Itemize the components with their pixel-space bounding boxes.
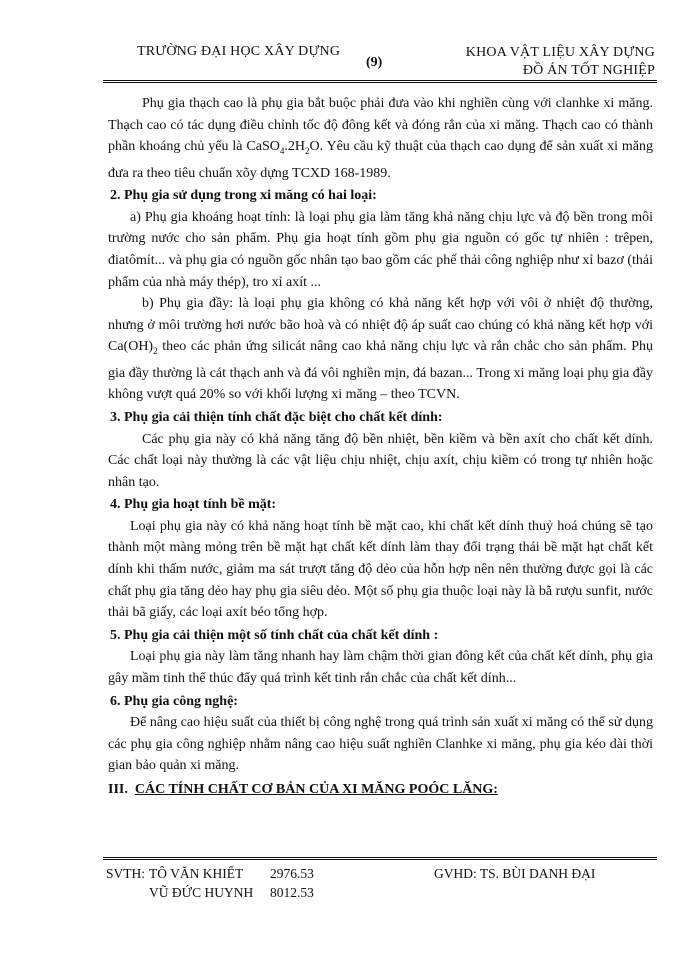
faculty-name: KHOA VẬT LIỆU XÂY DỰNG: [465, 45, 655, 60]
part3-title: CÁC TÍNH CHẤT CƠ BẢN CỦA XI MĂNG POÓC LĂNG:: [134, 782, 498, 797]
section2-heading: 2. Phụ gia sử dụng trong xi măng có hai loại:: [110, 188, 377, 204]
section5-paragraph: Loại phụ gia này làm tăng nhanh hay làm chậm thời gian đông kết của chất kết dính, phụ gia gây mầm tinh thể thúc đẩy quá trình kết tinh rắn chắc của chất kết dính...: [108, 649, 653, 687]
part3-heading: [108, 779, 653, 801]
page-number: (9): [366, 55, 383, 70]
intro-text-b: . Yêu cầu kỹ thuật của thạch cao dụng để sản xuất xi măng đưa ra theo tiêu chuẩn xõy dựng TCXD 168-1989.: [108, 139, 653, 181]
intro-paragraph: [108, 93, 653, 184]
section2-b-text-2: theo các phản ứng silicát nâng cao khả năng chịu lực và rắn chắc cho sản phẩm. Phụ gia đầy thường là cát thạch anh và đá vôi nghiền mịn, đá bazan... Trong xi măng loại phụ gia đầy không vượt quá 20% so với khối lượng xi măng – theo TCVN.: [108, 339, 653, 403]
section5-heading: 5. Phụ gia cải thiện một số tính chất của chất kết dính :: [110, 627, 439, 643]
student2-name: VŨ ĐỨC HUYNH: [149, 885, 254, 900]
formula-part: CaSO: [246, 139, 280, 155]
section2-b-text-1: b) Phụ gia đầy: là loại phụ gia không có khả năng kết hợp với vôi ở nhiệt độ thường, nhưng ở môi trường hơi nước bão hoà và có nhiệt độ áp suất cao chúng có khả năng kết hợp với Ca(OH): [108, 296, 653, 355]
gypsum-formula: [246, 139, 319, 154]
section3-heading: 3. Phụ gia cải thiện tính chất đặc biệt cho chất kết dính:: [110, 409, 443, 425]
student1-id: 2976.53: [270, 866, 314, 881]
part3-numeral: III.: [108, 782, 128, 797]
student1-name: TÔ VĂN KHIẾT: [149, 866, 244, 881]
section4-heading: 4. Phụ gia hoạt tính bề mặt:: [110, 497, 277, 513]
formula-subscript: 4: [279, 145, 285, 156]
footer-divider: [103, 857, 657, 860]
section2-b-paragraph: [108, 293, 653, 406]
formula-part: O: [309, 139, 320, 155]
university-name: TRƯỜNG ĐẠI HỌC XÂY DỰNG: [137, 44, 341, 59]
header-divider: [103, 80, 657, 83]
section3-paragraph: Các phụ gia này có khả năng tăng độ bền nhiệt, bền kiềm và bền axít cho chất kết dính. Các chất loại này thường là các vật liệu chịu nhiệt, chịu axít, chịu kiềm có trong tự nhiên hoặc nhân tạo.: [108, 431, 653, 490]
page-body: [108, 93, 653, 815]
formula-subscript: 2: [153, 346, 158, 357]
section6-paragraph: Để nâng cao hiệu suất của thiết bị công nghệ trong quá trình sản xuất xi măng có thể sử dụng các phụ gia công nghiệp nhằm nâng cao hiệu suất nghiền Clanhke xi măng, phụ gia kéo dài thời gian bảo quản xi măng.: [108, 715, 653, 774]
section4-paragraph: Loại phụ gia này có khả năng hoạt tính bề mặt cao, khi chất kết dính thuỷ hoá chúng sẽ tạo thành một màng mỏng trên bề mặt hạt chất kết dính làm thay đổi trạng thái bề mặt hạt chất kết dính khi thấm nước, giảm ma sát trượt tăng độ dẻo của hỗn hợp nên nên thường được gọi là các chất phụ gia tăng dẻo hay phụ gia siêu dẻo. Một số phụ gia thuộc loại này là bã rượu sunfit, nước thải bã giấy, các loại axít béo tổng hợp.: [108, 518, 653, 621]
svth-label: SVTH:: [106, 866, 146, 881]
section2-a-paragraph: a) Phụ gia khoáng hoạt tính: là loại phụ gia làm tăng khả năng chịu lực và độ bền trong môi trường nước cho sản phẩm. Phụ gia hoạt tính gồm phụ gia nguồn có gốc tự nhiên : trêpen, điatômít... và phụ gia có nguồn gốc nhân tạo bao gồm các phế thải công nghiệp như xỉ bazơ (thải phẩm của nhà máy thép), tro xỉ axít ...: [108, 209, 653, 290]
header-right: [460, 44, 655, 80]
intro-text-a: Phụ gia thạch cao là phụ gia bắt buộc phải đưa vào khi nghiền cùng với clanhke xi măng. Thạch cao có tác dụng điều chỉnh tốc độ đông kết và đóng rắn của xi măng. Thạch cao có thành phần khoáng chủ yếu là: [108, 96, 653, 155]
formula-part: .2H: [284, 139, 305, 155]
formula-subscript: 2: [304, 145, 310, 156]
document-type: ĐỒ ÁN TỐT NGHIỆP: [522, 63, 655, 78]
student2-id: 8012.53: [270, 885, 314, 900]
advisor: GVHD: TS. BÙI DANH ĐẠI: [434, 866, 596, 881]
section6-heading: 6. Phụ gia công nghệ:: [110, 693, 238, 709]
